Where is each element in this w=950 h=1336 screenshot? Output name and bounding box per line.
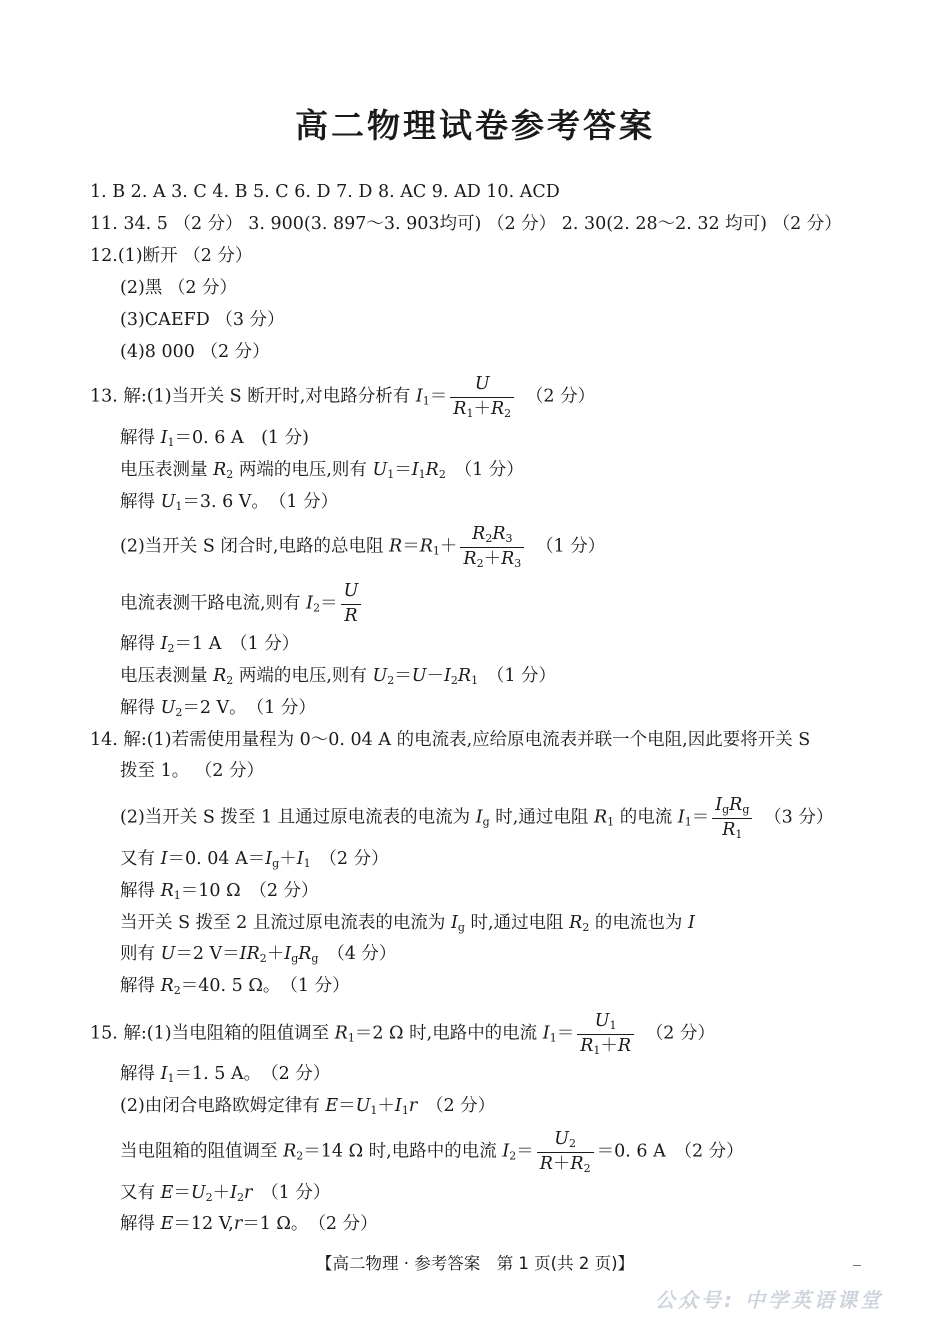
q13-line4: 解得 $U_1=3$. 6 V。 （1 分） (120, 492, 339, 513)
q12-line4: (4)8 000 （2 分） (120, 342, 270, 362)
q15-line1: 15. 解:(1)当电阻箱的阻值调至 $R_1=2$ Ω 时,电路中的电流 $I_1=$ $\frac{U_1}{R_1+R}$ （2 分） (90, 1011, 716, 1057)
q14-line3: (2)当开关 S 拨至 1 且通过原电流表的电流为 $I_g$ 时,通过电阻 $R_1$ 的电流 $I_1=$ $\frac{I_gR_g}{R_1}$ （3 分） (120, 795, 834, 841)
q15-line3: (2)由闭合电路欧姆定律有 $E=U_1+I_1r$ （2 分） (120, 1096, 496, 1117)
q13-line6: 电流表测干路电流,则有 $I_2=$ $\frac{U}{R}$ (120, 582, 364, 626)
answers-11: 11. 34. 5 （2 分） 3. 900(3. 897～3. 903均可) （2 分） 2. 30(2. 28～2. 32 均可) （2 分） (90, 214, 842, 234)
fraction: $\frac{I_gR_g}{R_1}$ (712, 796, 752, 840)
fraction: $\frac{R_2R_3}{R_2+R_3}$ (460, 525, 524, 569)
q15-line4: 当电阻箱的阻值调至 $R_2=14$ Ω 时,电路中的电流 $I_2=$ $\frac{U_2}{R+R_2}$ ＝0. 6 A （2 分） (120, 1129, 744, 1175)
page-footer: 【高二物理 · 参考答案 第 1 页(共 2 页)】 (315, 1254, 635, 1273)
q12-line1: 12.(1)断开 （2 分） (90, 246, 253, 266)
fraction: $\frac{U}{R_1+R_2}$ (450, 375, 514, 419)
fraction: $\frac{U}{R}$ (341, 582, 362, 626)
q12-line2: (2)黑 （2 分） (120, 278, 238, 298)
q14-line7: 则有 U＝2 $V=IR_2+I_gR_g$ （4 分） (120, 944, 397, 965)
corner-mark (853, 1265, 861, 1266)
fraction: $\frac{U_1}{R_1+R}$ (577, 1012, 634, 1056)
q14-line8: 解得 $R_2=40$. 5 Ω。 （1 分） (120, 976, 350, 997)
q13-line5: (2)当开关 S 闭合时,电路的总电阻 $R=R_1+$ $\frac{R_2R_3}{R_2+R_3}$ （1 分） (120, 524, 606, 570)
q15-line6: 解得 E＝12 V,r＝1 Ω。 （2 分） (120, 1214, 378, 1234)
q13-line3: 电压表测量 $R_2$ 两端的电压,则有 $U_1=I_1R_2$ （1 分） (120, 460, 524, 481)
q13-line7: 解得 $I_2=1$ A （1 分） (120, 634, 300, 655)
q13-line9: 解得 $U_2=2$ V。 （1 分） (120, 698, 316, 719)
q14-line2: 拨至 1。 （2 分） (120, 761, 264, 781)
q13-line8: 电压表测量 $R_2$ 两端的电压,则有 $U_2=U-I_2R_1$ （1 分） (120, 666, 557, 687)
q13-line2: 解得 $I_1=0$. 6 A (1 分) (120, 428, 309, 449)
q14-line5: 解得 $R_1=10$ Ω （2 分） (120, 881, 319, 902)
q15-line5: 又有 $E=U_2+I_2r$ （1 分） (120, 1183, 331, 1204)
q14-line6: 当开关 S 拨至 2 且流过原电流表的电流为 $I_g$ 时,通过电阻 $R_2$ 的电流也为 I (120, 913, 695, 934)
fraction: $\frac{U_2}{R+R_2}$ (537, 1130, 594, 1174)
page-title: 高二物理试卷参考答案 (295, 106, 655, 145)
answers-1-10: 1. B 2. A 3. C 4. B 5. C 6. D 7. D 8. AC 9. AD 10. ACD (90, 182, 560, 202)
q13-line1: 13. 解:(1)当开关 S 断开时,对电路分析有 $I_1=$ $\frac{U}{R_1+R_2}$ （2 分） (90, 374, 596, 420)
q14-line4: 又有 I＝0. 04 $A=I_g+I_1$ （2 分） (120, 849, 389, 870)
watermark: 公众号: 中学英语课堂 (655, 1288, 883, 1312)
q15-line2: 解得 $I_1=1$. 5 A。 （2 分） (120, 1064, 331, 1085)
q14-line1: 14. 解:(1)若需使用量程为 0～0. 04 A 的电流表,应给原电流表并联一个电阻,因此要将开关 S (90, 730, 811, 750)
q12-line3: (3)CAEFD （3 分） (120, 310, 285, 330)
